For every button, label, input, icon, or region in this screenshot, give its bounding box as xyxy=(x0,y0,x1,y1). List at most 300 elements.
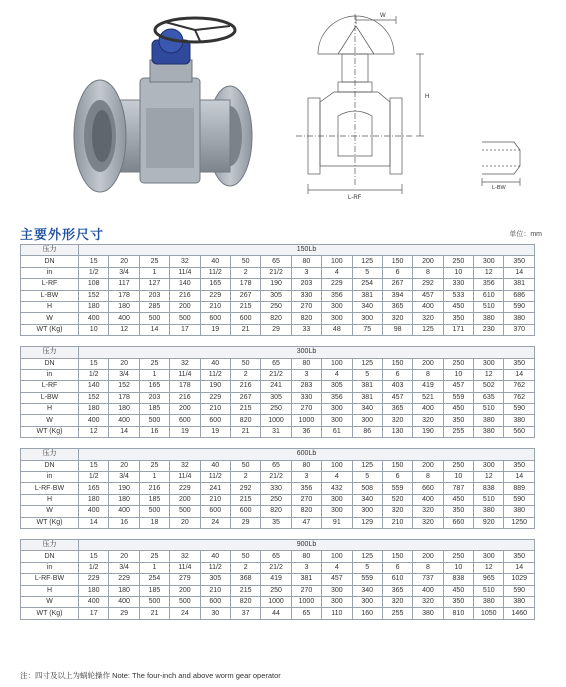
table-cell: 380 xyxy=(504,506,535,517)
table-cell: 320 xyxy=(382,313,412,324)
table-cell: 24 xyxy=(170,608,200,619)
table-cell: 559 xyxy=(352,574,382,585)
table-cell: 762 xyxy=(504,381,535,392)
table-cell: 160 xyxy=(352,608,382,619)
table-cell: 320 xyxy=(413,506,443,517)
table-cell: 14 xyxy=(504,267,535,278)
table-cell: 5 xyxy=(352,267,382,278)
table-cell: 1/2 xyxy=(79,562,109,573)
table-cell: 350 xyxy=(504,551,535,562)
table-row xyxy=(21,574,535,585)
table-row xyxy=(21,596,535,607)
table-cell: 660 xyxy=(443,517,473,528)
table-cell: 6 xyxy=(382,267,412,278)
table-cell: 305 xyxy=(261,290,291,301)
pressure-label: 压力 xyxy=(21,347,79,358)
table-cell: 215 xyxy=(230,585,260,596)
table-cell: 20 xyxy=(170,517,200,528)
table-cell: 394 xyxy=(382,290,412,301)
table-cell: 152 xyxy=(79,392,109,403)
table-cell: 600 xyxy=(200,313,230,324)
table-cell: 300 xyxy=(322,404,352,415)
table-cell: 80 xyxy=(291,551,321,562)
table-cell: 381 xyxy=(352,392,382,403)
table-cell: 50 xyxy=(230,551,260,562)
table-cell: 305 xyxy=(322,381,352,392)
table-cell: 400 xyxy=(413,494,443,505)
table-cell: 820 xyxy=(230,596,260,607)
table-cell: 229 xyxy=(79,574,109,585)
table-cell: 75 xyxy=(352,324,382,335)
table-cell: 200 xyxy=(170,404,200,415)
table-cell: 365 xyxy=(382,404,412,415)
table-cell: 20 xyxy=(109,460,139,471)
table-cell: 20 xyxy=(109,256,139,267)
pressure-class: 900Lb xyxy=(79,539,535,550)
table-cell: 500 xyxy=(170,506,200,517)
table-cell: 80 xyxy=(291,256,321,267)
table-cell: 838 xyxy=(474,483,504,494)
table-cell: 1 xyxy=(139,562,169,573)
table-cell: 12 xyxy=(474,472,504,483)
table-cell: 165 xyxy=(139,381,169,392)
table-cell: 178 xyxy=(109,290,139,301)
table-cell: 80 xyxy=(291,358,321,369)
table-cell: 300 xyxy=(474,256,504,267)
table-cell: 15 xyxy=(79,460,109,471)
table-cell: 210 xyxy=(200,404,230,415)
table-cell: 810 xyxy=(443,608,473,619)
table-cell: 29 xyxy=(109,608,139,619)
table-cell: 127 xyxy=(139,279,169,290)
table-row xyxy=(21,608,535,619)
pressure-class: 600Lb xyxy=(79,449,535,460)
table-cell: 267 xyxy=(230,392,260,403)
table-cell: 3/4 xyxy=(109,267,139,278)
table-cell: 533 xyxy=(443,290,473,301)
row-label: W xyxy=(21,506,79,517)
table-cell: 20 xyxy=(109,551,139,562)
table-cell: 350 xyxy=(504,256,535,267)
table-cell: 320 xyxy=(382,596,412,607)
table-cell: 36 xyxy=(291,426,321,437)
table-cell: 600 xyxy=(200,596,230,607)
table-cell: 1000 xyxy=(261,415,291,426)
table-cell: 330 xyxy=(261,483,291,494)
row-label: H xyxy=(21,494,79,505)
table-cell: 965 xyxy=(474,574,504,585)
table-cell: 125 xyxy=(352,460,382,471)
row-label: WT (Kg) xyxy=(21,324,79,335)
table-cell: 4 xyxy=(322,472,352,483)
table-cell: 250 xyxy=(443,256,473,267)
table-cell: 300 xyxy=(352,415,382,426)
table-cell: 457 xyxy=(322,574,352,585)
table-cell: 300 xyxy=(474,551,504,562)
table-cell: 300 xyxy=(322,313,352,324)
table-cell: 178 xyxy=(170,381,200,392)
row-label: DN xyxy=(21,256,79,267)
table-cell: 61 xyxy=(322,426,352,437)
table-cell: 216 xyxy=(230,381,260,392)
table-cell: 11/4 xyxy=(170,267,200,278)
table-cell: 31 xyxy=(261,426,291,437)
table-cell: 450 xyxy=(443,494,473,505)
table-cell: 216 xyxy=(170,290,200,301)
table-cell: 19 xyxy=(170,426,200,437)
table-cell: 381 xyxy=(352,290,382,301)
table-cell: 380 xyxy=(474,313,504,324)
table-cell: 100 xyxy=(322,551,352,562)
table-cell: 180 xyxy=(79,404,109,415)
table-cell: 125 xyxy=(352,551,382,562)
table-cell: 91 xyxy=(322,517,352,528)
table-cell: 400 xyxy=(109,596,139,607)
table-cell: 100 xyxy=(322,358,352,369)
table-cell: 590 xyxy=(504,404,535,415)
table-cell: 125 xyxy=(413,324,443,335)
table-cell: 250 xyxy=(261,404,291,415)
table-cell: 250 xyxy=(261,585,291,596)
table-row xyxy=(21,472,535,483)
table-cell: 8 xyxy=(413,562,443,573)
table-cell: 25 xyxy=(139,358,169,369)
table-cell: 1/2 xyxy=(79,267,109,278)
table-cell: 340 xyxy=(352,585,382,596)
table-cell: 400 xyxy=(413,585,443,596)
table-cell: 340 xyxy=(352,494,382,505)
table-cell: 380 xyxy=(474,506,504,517)
table-cell: 820 xyxy=(291,506,321,517)
row-label: in xyxy=(21,472,79,483)
table-cell: 50 xyxy=(230,256,260,267)
table-cell: 610 xyxy=(474,290,504,301)
table-cell: 330 xyxy=(291,290,321,301)
table-cell: 1000 xyxy=(261,596,291,607)
table-cell: 11/2 xyxy=(200,472,230,483)
table-cell: 165 xyxy=(79,483,109,494)
table-cell: 305 xyxy=(261,392,291,403)
table-cell: 16 xyxy=(109,517,139,528)
table-cell: 110 xyxy=(322,608,352,619)
table-cell: 12 xyxy=(79,426,109,437)
table-cell: 203 xyxy=(291,279,321,290)
table-cell: 457 xyxy=(443,381,473,392)
unit-label: 单位：mm xyxy=(509,231,542,238)
table-cell: 180 xyxy=(79,494,109,505)
table-cell: 635 xyxy=(474,392,504,403)
table-row xyxy=(21,426,535,437)
table-cell: 10 xyxy=(443,562,473,573)
pressure-class: 300Lb xyxy=(79,347,535,358)
table-cell: 267 xyxy=(382,279,412,290)
table-cell: 65 xyxy=(291,608,321,619)
table-cell: 19 xyxy=(200,426,230,437)
row-label: L-RF·BW xyxy=(21,574,79,585)
row-label: L-BW xyxy=(21,290,79,301)
table-cell: 2 xyxy=(230,369,260,380)
table-cell: 300 xyxy=(322,415,352,426)
table-cell: 2 xyxy=(230,472,260,483)
valve-product-photo xyxy=(70,8,270,206)
table-cell: 600 xyxy=(170,415,200,426)
table-row xyxy=(21,585,535,596)
table-cell: 100 xyxy=(322,460,352,471)
table-cell: 820 xyxy=(230,415,260,426)
table-row xyxy=(21,517,535,528)
table-row xyxy=(21,267,535,278)
dimension-table-600lb xyxy=(20,448,535,529)
table-cell: 350 xyxy=(443,596,473,607)
table-cell: 267 xyxy=(230,290,260,301)
table-cell: 30 xyxy=(200,608,230,619)
table-cell: 381 xyxy=(291,574,321,585)
table-cell: 11/4 xyxy=(170,562,200,573)
table-header-row xyxy=(21,449,535,460)
drawing-label-w: W xyxy=(380,13,386,19)
table-cell: 1/2 xyxy=(79,369,109,380)
table-cell: 14 xyxy=(109,426,139,437)
table-cell: 1050 xyxy=(474,608,504,619)
table-cell: 180 xyxy=(109,404,139,415)
row-label: WT (Kg) xyxy=(21,608,79,619)
table-cell: 6 xyxy=(382,369,412,380)
table-cell: 600 xyxy=(200,415,230,426)
table-cell: 65 xyxy=(261,256,291,267)
table-cell: 215 xyxy=(230,404,260,415)
table-cell: 300 xyxy=(352,313,382,324)
row-label: L-RF xyxy=(21,381,79,392)
table-cell: 130 xyxy=(382,426,412,437)
table-cell: 381 xyxy=(504,279,535,290)
table-cell: 190 xyxy=(413,426,443,437)
table-cell: 229 xyxy=(200,392,230,403)
table-row xyxy=(21,562,535,573)
table-cell: 255 xyxy=(443,426,473,437)
table-cell: 32 xyxy=(170,551,200,562)
table-cell: 5 xyxy=(352,472,382,483)
table-cell: 15 xyxy=(79,358,109,369)
table-cell: 300 xyxy=(322,585,352,596)
table-cell: 350 xyxy=(443,313,473,324)
table-cell: 210 xyxy=(382,517,412,528)
dimension-table-900lb xyxy=(20,539,535,620)
table-row xyxy=(21,324,535,335)
table-cell: 229 xyxy=(200,290,230,301)
table-cell: 10 xyxy=(443,472,473,483)
table-cell: 5 xyxy=(352,369,382,380)
table-cell: 16 xyxy=(139,426,169,437)
table-cell: 17 xyxy=(79,608,109,619)
table-cell: 368 xyxy=(230,574,260,585)
table-cell: 180 xyxy=(109,301,139,312)
table-cell: 320 xyxy=(382,506,412,517)
table-cell: 320 xyxy=(413,517,443,528)
table-cell: 380 xyxy=(474,426,504,437)
table-cell: 14 xyxy=(504,472,535,483)
table-cell: 250 xyxy=(443,358,473,369)
table-cell: 10 xyxy=(443,267,473,278)
table-cell: 600 xyxy=(230,313,260,324)
table-cell: 152 xyxy=(79,290,109,301)
table-cell: 1000 xyxy=(291,596,321,607)
table-cell: 419 xyxy=(261,574,291,585)
table-cell: 356 xyxy=(322,392,352,403)
dimension-table-300lb xyxy=(20,346,535,438)
table-cell: 270 xyxy=(291,404,321,415)
table-row xyxy=(21,369,535,380)
table-cell: 150 xyxy=(382,256,412,267)
table-cell: 270 xyxy=(291,585,321,596)
table-cell: 3 xyxy=(291,369,321,380)
table-cell: 350 xyxy=(504,460,535,471)
table-cell: 283 xyxy=(291,381,321,392)
table-cell: 6 xyxy=(382,472,412,483)
table-cell: 190 xyxy=(200,381,230,392)
row-label: W xyxy=(21,596,79,607)
table-cell: 229 xyxy=(170,483,200,494)
table-cell: 3 xyxy=(291,267,321,278)
table-cell: 12 xyxy=(474,369,504,380)
table-row xyxy=(21,506,535,517)
table-cell: 178 xyxy=(109,392,139,403)
table-cell: 520 xyxy=(382,494,412,505)
dimension-tables xyxy=(20,244,535,630)
table-cell: 403 xyxy=(382,381,412,392)
table-cell: 40 xyxy=(200,551,230,562)
table-cell: 559 xyxy=(443,392,473,403)
table-cell: 165 xyxy=(200,279,230,290)
drawing-label-h: H xyxy=(425,94,430,100)
table-cell: 21 xyxy=(139,608,169,619)
dimension-table-150lb xyxy=(20,244,535,336)
table-cell: 15 xyxy=(79,551,109,562)
section-title: 主要外形尺寸 xyxy=(20,227,105,242)
table-cell: 521 xyxy=(413,392,443,403)
row-label: in xyxy=(21,369,79,380)
table-cell: 11/4 xyxy=(170,472,200,483)
table-cell: 8 xyxy=(413,472,443,483)
table-cell: 340 xyxy=(352,301,382,312)
table-cell: 450 xyxy=(443,404,473,415)
table-cell: 200 xyxy=(170,301,200,312)
table-cell: 229 xyxy=(109,574,139,585)
table-cell: 5 xyxy=(352,562,382,573)
table-cell: 1250 xyxy=(504,517,535,528)
table-cell: 25 xyxy=(139,551,169,562)
table-cell: 180 xyxy=(109,494,139,505)
table-row xyxy=(21,358,535,369)
table-cell: 400 xyxy=(413,301,443,312)
table-cell: 889 xyxy=(504,483,535,494)
table-cell: 1 xyxy=(139,267,169,278)
table-cell: 450 xyxy=(443,301,473,312)
table-cell: 129 xyxy=(352,517,382,528)
table-cell: 254 xyxy=(352,279,382,290)
table-cell: 14 xyxy=(139,324,169,335)
table-cell: 108 xyxy=(79,279,109,290)
table-row xyxy=(21,494,535,505)
table-cell: 300 xyxy=(352,506,382,517)
table-cell: 400 xyxy=(79,313,109,324)
table-cell: 32 xyxy=(170,460,200,471)
table-cell: 1/2 xyxy=(79,472,109,483)
table-cell: 25 xyxy=(139,256,169,267)
table-cell: 820 xyxy=(261,506,291,517)
table-cell: 370 xyxy=(504,324,535,335)
table-cell: 4 xyxy=(322,562,352,573)
table-cell: 150 xyxy=(382,551,412,562)
table-cell: 185 xyxy=(139,404,169,415)
table-cell: 380 xyxy=(504,596,535,607)
table-cell: 216 xyxy=(139,483,169,494)
table-cell: 787 xyxy=(443,483,473,494)
table-cell: 255 xyxy=(382,608,412,619)
table-cell: 330 xyxy=(443,279,473,290)
table-cell: 400 xyxy=(79,596,109,607)
table-cell: 3/4 xyxy=(109,562,139,573)
table-cell: 500 xyxy=(170,596,200,607)
table-row xyxy=(21,415,535,426)
table-cell: 65 xyxy=(261,551,291,562)
table-cell: 305 xyxy=(200,574,230,585)
table-cell: 200 xyxy=(413,358,443,369)
table-cell: 419 xyxy=(413,381,443,392)
table-cell: 140 xyxy=(79,381,109,392)
table-cell: 590 xyxy=(504,494,535,505)
table-cell: 200 xyxy=(170,494,200,505)
table-cell: 350 xyxy=(504,358,535,369)
row-label: W xyxy=(21,313,79,324)
table-cell: 215 xyxy=(230,494,260,505)
table-cell: 1 xyxy=(139,472,169,483)
table-cell: 86 xyxy=(352,426,382,437)
table-cell: 4 xyxy=(322,369,352,380)
table-cell: 270 xyxy=(291,494,321,505)
table-cell: 300 xyxy=(322,301,352,312)
table-cell: 590 xyxy=(504,301,535,312)
table-row xyxy=(21,313,535,324)
table-cell: 510 xyxy=(474,404,504,415)
table-row xyxy=(21,290,535,301)
table-cell: 18 xyxy=(139,517,169,528)
table-cell: 185 xyxy=(139,585,169,596)
table-cell: 29 xyxy=(261,324,291,335)
table-cell: 21 xyxy=(230,426,260,437)
table-cell: 47 xyxy=(291,517,321,528)
table-cell: 21/2 xyxy=(261,472,291,483)
table-cell: 230 xyxy=(474,324,504,335)
table-cell: 380 xyxy=(474,415,504,426)
table-cell: 500 xyxy=(170,313,200,324)
row-label: H xyxy=(21,585,79,596)
table-row xyxy=(21,551,535,562)
table-cell: 185 xyxy=(139,494,169,505)
table-cell: 171 xyxy=(443,324,473,335)
table-cell: 365 xyxy=(382,585,412,596)
butt-weld-detail-drawing xyxy=(474,136,534,190)
table-cell: 1 xyxy=(139,369,169,380)
valve-dimension-drawing xyxy=(290,6,460,202)
table-cell: 330 xyxy=(291,392,321,403)
table-cell: 190 xyxy=(261,279,291,290)
table-cell: 400 xyxy=(109,313,139,324)
table-cell: 229 xyxy=(322,279,352,290)
table-cell: 140 xyxy=(170,279,200,290)
table-cell: 24 xyxy=(200,517,230,528)
table-cell: 12 xyxy=(474,562,504,573)
table-cell: 3/4 xyxy=(109,369,139,380)
